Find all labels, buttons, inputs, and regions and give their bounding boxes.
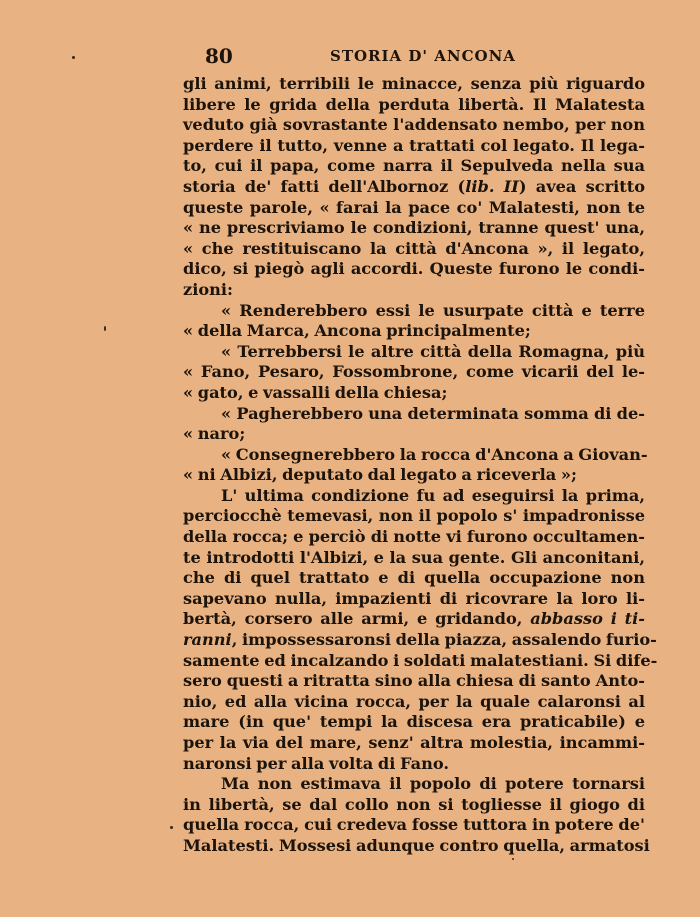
text-line: quella rocca, cui credeva fosse tuttora in potere de'	[183, 815, 645, 835]
page-header	[0, 44, 700, 68]
text-line-with-italic	[183, 609, 645, 630]
paper-speck	[170, 826, 173, 829]
running-head: STORIA D' ANCONA	[330, 47, 516, 65]
text-line: L' ultima condizione fu ad eseguirsi la prima,	[221, 485, 645, 505]
text-line-with-citation	[183, 177, 645, 198]
text-segment: storia de' fatti dell'Albornoz (	[183, 176, 466, 196]
quote-line: « della Marca, Ancona principalmente;	[183, 321, 531, 341]
page-number: 80	[205, 44, 233, 68]
body-text	[183, 74, 658, 857]
text-line: « ne prescriviamo le condizioni, tranne quest' una,	[183, 218, 645, 238]
quote-line: « Renderebbero essi le usurpate città e terre	[221, 300, 645, 320]
quote-line: « Consegnerebbero la rocca d'Ancona a Giovan-	[221, 444, 648, 464]
paper-speck	[72, 56, 75, 59]
text-line: che di quel trattato e di quella occupazione non	[183, 568, 645, 588]
text-line: veduto già sovrastante l'addensato nembo, per non	[183, 115, 645, 135]
text-segment: , impossessaronsi della piazza, assalendo furio-	[231, 630, 657, 650]
citation-italic: lib. II	[465, 176, 519, 196]
quote-line: « Fano, Pesaro, Fossombrone, come vicarii del le-	[183, 362, 645, 382]
text-line: perdere il tutto, venne a trattati col legato. Il lega-	[183, 135, 645, 155]
text-line: Malatesti. Mossesi adunque contro quella, armatosi	[183, 835, 650, 855]
italic-phrase: ranni	[183, 630, 232, 650]
text-line: naronsi per alla volta di Fano.	[183, 753, 450, 773]
quote-line: « Terrebbersi le altre città della Romagna, più	[221, 341, 645, 361]
text-line-with-italic	[183, 630, 657, 651]
text-line: sapevano nulla, impazienti di ricovrare la loro li-	[183, 588, 645, 608]
text-line: perciocchè temevasi, non il popolo s' impadronisse	[183, 506, 645, 526]
quote-line: « gato, e vassalli della chiesa;	[183, 382, 448, 402]
text-line: gli animi, terribili le minacce, senza più riguardo	[183, 74, 645, 93]
text-line: nio, ed alla vicina rocca, per la quale calaronsi al	[183, 691, 645, 711]
text-line: dico, si piegò agli accordi. Queste furono le condi-	[183, 259, 645, 279]
text-line: queste parole, « farai la pace co' Malatesti, non te	[183, 197, 645, 217]
text-line: della rocca; e perciò di notte vi furono occultamen-	[183, 527, 645, 547]
quote-line: « Pagherebbero una determinata somma di de-	[221, 403, 645, 423]
text-segment: bertà, corsero alle armi, e gridando,	[183, 609, 531, 629]
italic-phrase: abbasso i ti-	[530, 609, 646, 629]
text-line: per la via del mare, senz' altra molestia, incammi-	[183, 733, 645, 752]
text-segment: ) avea scritto	[518, 176, 646, 196]
text-line: « che restituiscano la città d'Ancona », il legato,	[183, 238, 645, 258]
quote-line: « ni Albizi, deputato dal legato a riceverla »;	[183, 465, 577, 485]
paper-speck	[512, 858, 514, 860]
text-line: to, cui il papa, come narra il Sepulveda nella sua	[183, 156, 645, 176]
text-line: mare (in que' tempi la discesa era praticabile) e	[183, 712, 645, 732]
text-line: libere le grida della perduta libertà. Il Malatesta	[183, 94, 645, 114]
text-line: te introdotti l'Albizi, e la sua gente. Gli anconitani,	[183, 547, 645, 567]
text-line: in libertà, se dal collo non si togliesse il giogo di	[183, 794, 645, 814]
quote-line: « naro;	[183, 424, 246, 444]
text-line: samente ed incalzando i soldati malatestiani. Si dife-	[183, 650, 658, 670]
text-line: Ma non estimava il popolo di potere tornarsi	[221, 774, 645, 794]
text-line: zioni:	[183, 279, 234, 299]
paper-speck	[104, 326, 106, 331]
text-line: sero questi a ritratta sino alla chiesa di santo Anto-	[183, 671, 645, 691]
